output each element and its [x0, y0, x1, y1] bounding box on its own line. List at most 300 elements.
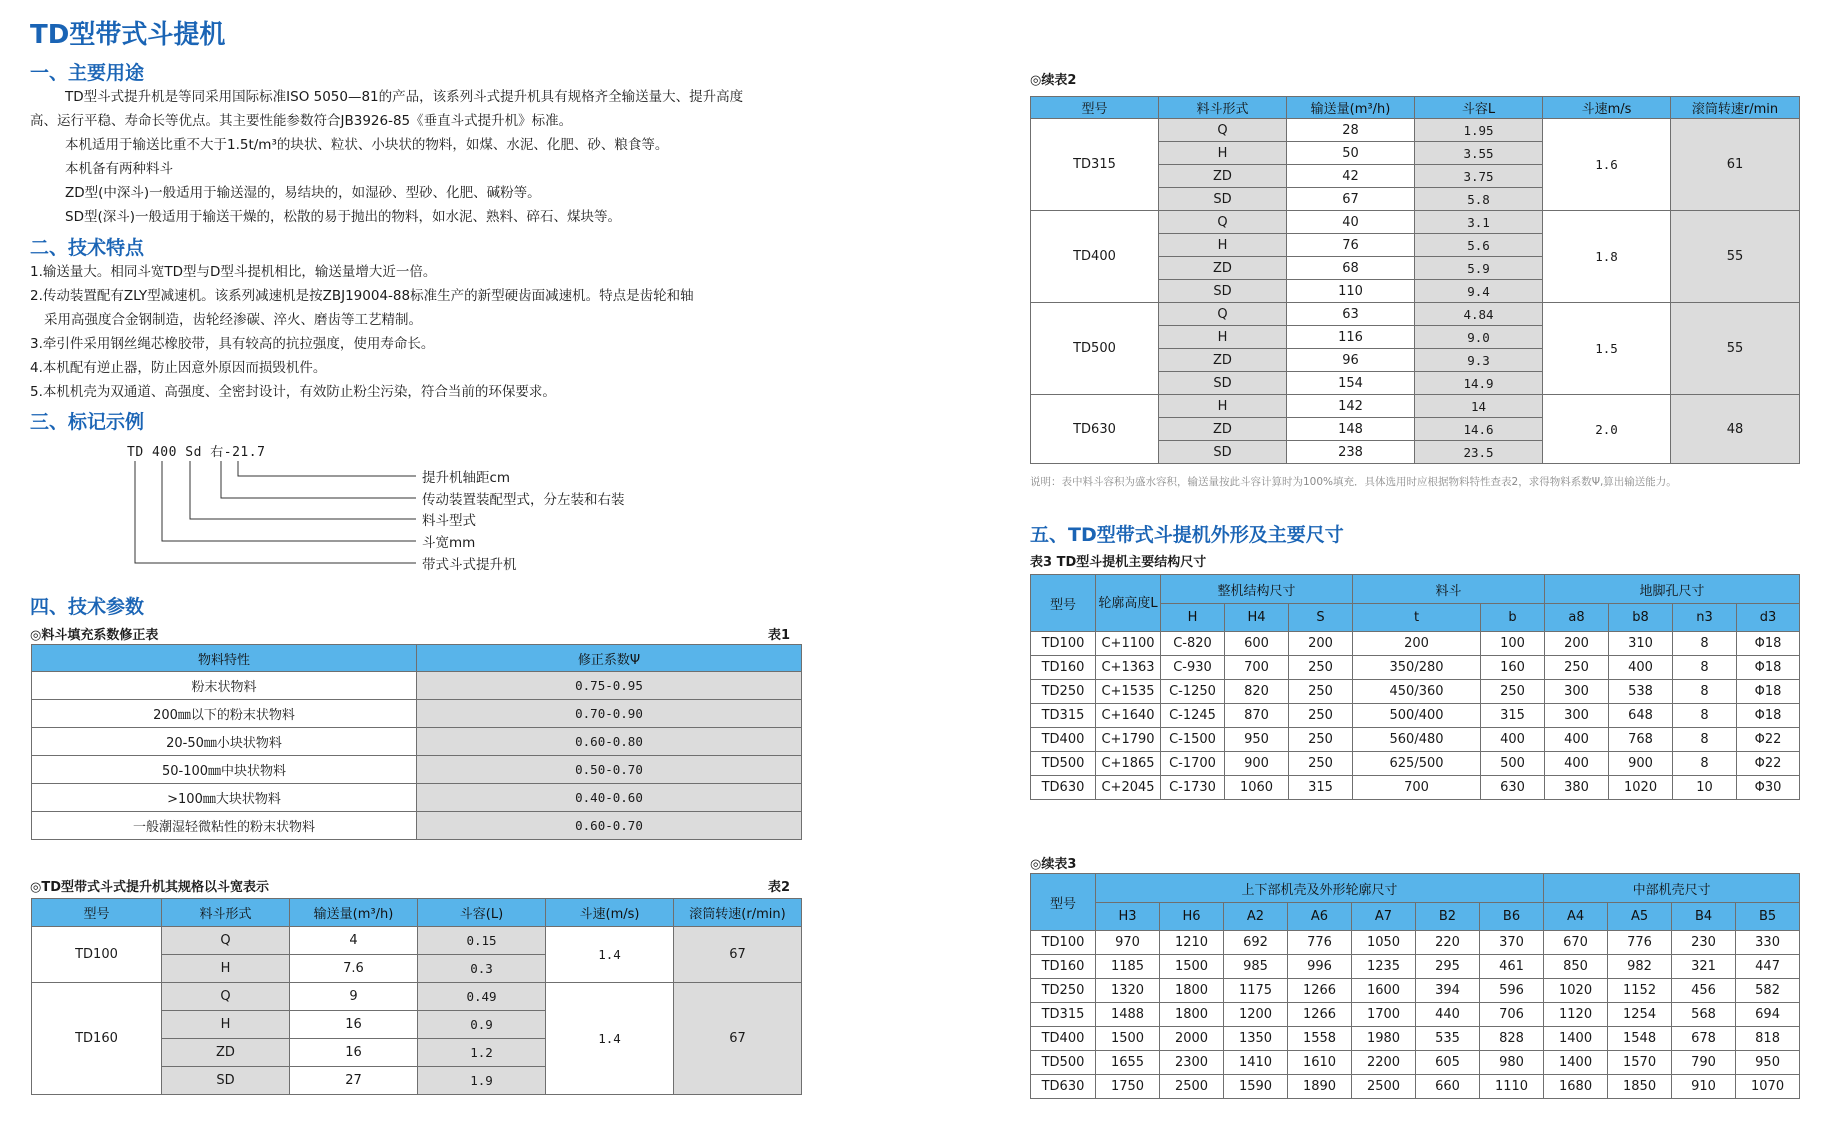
table3b-cell: 790 — [1672, 1051, 1736, 1075]
table3-cell: 768 — [1609, 728, 1673, 752]
table3-cell: 160 — [1481, 656, 1545, 680]
table3b-cell: 456 — [1672, 979, 1736, 1003]
table3b-subheader: B2 — [1416, 903, 1480, 931]
table2-cell: SD — [162, 1067, 290, 1095]
table3b-cell: 1800 — [1160, 979, 1224, 1003]
table3-cell: 10 — [1673, 776, 1737, 800]
table2b-header: 型号 — [1031, 97, 1159, 119]
table3-header-bucket: 料斗 — [1353, 575, 1545, 604]
table3b-subheader: B4 — [1672, 903, 1736, 931]
table2-cell: Q — [162, 983, 290, 1011]
table2-rpm: 67 — [674, 927, 802, 983]
table3b-cell: 670 — [1544, 931, 1608, 955]
table3-subheader: d3 — [1737, 604, 1800, 632]
table3b-cell: 950 — [1736, 1051, 1800, 1075]
table3-cell: 8 — [1673, 704, 1737, 728]
table1-cell: 0.50-0.70 — [417, 756, 802, 784]
table3b-row — [1031, 931, 1800, 955]
table3b-cell: 321 — [1672, 955, 1736, 979]
table2b-rpm: 48 — [1671, 395, 1800, 464]
table2b-cell: 3.55 — [1415, 142, 1543, 165]
table3b-cell: 2500 — [1160, 1075, 1224, 1099]
table3-cell: 315 — [1289, 776, 1353, 800]
table3-body — [1031, 632, 1800, 800]
table3b-cell: 706 — [1480, 1003, 1544, 1027]
table2b-model: TD400 — [1031, 211, 1159, 303]
table2-cell: 0.3 — [418, 955, 546, 983]
table3b-row — [1031, 1051, 1800, 1075]
table3-cell: C+1535 — [1096, 680, 1161, 704]
table2b-cell: SD — [1159, 280, 1287, 303]
table3-cell: Φ30 — [1737, 776, 1800, 800]
table2-model: TD160 — [32, 983, 162, 1095]
table2b-cell: 76 — [1287, 234, 1415, 257]
table3b-cell: 330 — [1736, 931, 1800, 955]
table2b-cell: SD — [1159, 441, 1287, 464]
table3b-cell: 2300 — [1160, 1051, 1224, 1075]
table3-cell: 8 — [1673, 680, 1737, 704]
table2-header: 输送量(m³/h) — [290, 899, 418, 927]
table2-rpm: 67 — [674, 983, 802, 1095]
table3b-cell: 461 — [1480, 955, 1544, 979]
table3-cell: 250 — [1289, 680, 1353, 704]
table2b-cell: 67 — [1287, 188, 1415, 211]
table3-cell: C-1730 — [1161, 776, 1225, 800]
table3-cell: C-1250 — [1161, 680, 1225, 704]
table3b-cell: 447 — [1736, 955, 1800, 979]
table3b-cell: 1500 — [1096, 1027, 1160, 1051]
table2b-cell: 14.9 — [1415, 372, 1543, 395]
table2b-cell: 9.4 — [1415, 280, 1543, 303]
table3-cell: 100 — [1481, 632, 1545, 656]
table3-cell: 200 — [1545, 632, 1609, 656]
table3-cell: 315 — [1481, 704, 1545, 728]
table3b-cell: 828 — [1480, 1027, 1544, 1051]
table2b-header: 斗容L — [1415, 97, 1543, 119]
table2-header: 斗速(m/s) — [546, 899, 674, 927]
table2-cell: 7.6 — [290, 955, 418, 983]
table3-cell: 700 — [1353, 776, 1481, 800]
table3b-cell: 568 — [1672, 1003, 1736, 1027]
table3-model: TD315 — [1031, 704, 1096, 728]
table3-cell: 250 — [1545, 656, 1609, 680]
table1-cell: >100㎜大块状物料 — [32, 784, 417, 812]
table3-subheader: H4 — [1225, 604, 1289, 632]
table3-model: TD250 — [1031, 680, 1096, 704]
table3b-cell: 1410 — [1224, 1051, 1288, 1075]
table2b-speed: 1.8 — [1543, 211, 1671, 303]
table2b-cell: 40 — [1287, 211, 1415, 234]
fill-factor-table — [31, 644, 802, 840]
table3-header-model: 型号 — [1031, 575, 1096, 632]
table3b-cell: 440 — [1416, 1003, 1480, 1027]
feature-line: 1.输送量大。相同斗宽TD型与D型斗提机相比，输送量增大近一倍。 — [30, 264, 437, 280]
table3-cell: Φ22 — [1737, 752, 1800, 776]
table2b-cell: 3.75 — [1415, 165, 1543, 188]
table3b-cell: 1890 — [1288, 1075, 1352, 1099]
table3b-cell: 1050 — [1352, 931, 1416, 955]
table3-cell: C-820 — [1161, 632, 1225, 656]
table3-cell: 648 — [1609, 704, 1673, 728]
table3-cell: C+1363 — [1096, 656, 1161, 680]
feature-line: 4.本机配有逆止器，防止因意外原因而损毁机件。 — [30, 360, 327, 376]
table3b-cell: 1266 — [1288, 979, 1352, 1003]
table2b-cell: 9.0 — [1415, 326, 1543, 349]
table1-caption: ◎料斗填充系数修正表 — [30, 628, 159, 643]
table2-tag: 表2 — [768, 880, 791, 895]
table3b-cell: 1400 — [1544, 1051, 1608, 1075]
table3b-cell: 1266 — [1288, 1003, 1352, 1027]
table1-cell: 0.70-0.90 — [417, 700, 802, 728]
table3-model: TD160 — [1031, 656, 1096, 680]
table2-cell: 0.15 — [418, 927, 546, 955]
table3b-cell: 2500 — [1352, 1075, 1416, 1099]
table2b-model: TD315 — [1031, 119, 1159, 211]
table3b-cell: 596 — [1480, 979, 1544, 1003]
table2-speed: 1.4 — [546, 983, 674, 1095]
table3-cell: 820 — [1225, 680, 1289, 704]
table3b-cell: 1152 — [1608, 979, 1672, 1003]
table3b-cell: 2200 — [1352, 1051, 1416, 1075]
table3b-cell: 1800 — [1160, 1003, 1224, 1027]
table3-cell: C-930 — [1161, 656, 1225, 680]
table2b-cell: SD — [1159, 188, 1287, 211]
table3b-model: TD100 — [1031, 931, 1096, 955]
table2-cell: H — [162, 955, 290, 983]
usage-line: 本机备有两种料斗 — [65, 161, 173, 177]
table2b-header: 料斗形式 — [1159, 97, 1287, 119]
table3-subheader: H — [1161, 604, 1225, 632]
table3-cell: C+1640 — [1096, 704, 1161, 728]
table3b-cell: 582 — [1736, 979, 1800, 1003]
table2b-speed: 2.0 — [1543, 395, 1671, 464]
table3-subheader: t — [1353, 604, 1481, 632]
table3-cell: 250 — [1289, 656, 1353, 680]
table3b-cell: 910 — [1672, 1075, 1736, 1099]
table2b-cell: Q — [1159, 211, 1287, 234]
table3b-cell: 678 — [1672, 1027, 1736, 1051]
table3-cell: 250 — [1289, 752, 1353, 776]
table2-cell: 27 — [290, 1067, 418, 1095]
table3-cell: 400 — [1545, 752, 1609, 776]
table3b-cell: 1235 — [1352, 955, 1416, 979]
table3b-subheader: A4 — [1544, 903, 1608, 931]
table2b-speed: 1.5 — [1543, 303, 1671, 395]
table1-cell: 50-100㎜中块状物料 — [32, 756, 417, 784]
table2-cell: ZD — [162, 1039, 290, 1067]
table2b-cell: Q — [1159, 119, 1287, 142]
table1-cell: 0.75-0.95 — [417, 672, 802, 700]
table2-cell: 9 — [290, 983, 418, 1011]
table3b-cell: 1400 — [1544, 1027, 1608, 1051]
table3b-cell: 1548 — [1608, 1027, 1672, 1051]
marking-label-bucket-type: 料斗型式 — [422, 513, 476, 529]
marking-label-width: 斗宽mm — [422, 535, 476, 551]
table2b-cell: 63 — [1287, 303, 1415, 326]
table2b-cell: 14 — [1415, 395, 1543, 418]
table3-cell: 900 — [1609, 752, 1673, 776]
table2-header: 料斗形式 — [162, 899, 290, 927]
table3b-cell: 818 — [1736, 1027, 1800, 1051]
table3b-cell: 1570 — [1608, 1051, 1672, 1075]
table3b-body — [1031, 931, 1800, 1099]
table3-cell: Φ18 — [1737, 704, 1800, 728]
table3b-cell: 1610 — [1288, 1051, 1352, 1075]
table2b-header: 滚筒转速r/min — [1671, 97, 1800, 119]
usage-line: 高、运行平稳、寿命长等优点。其主要性能参数符合JB3926-85《垂直斗式提升机》标准。 — [30, 113, 573, 129]
section-heading-features: 二、技术特点 — [30, 237, 145, 259]
table3-cell: 560/480 — [1353, 728, 1481, 752]
section-heading-params: 四、技术参数 — [30, 596, 145, 618]
table3-cell: 300 — [1545, 680, 1609, 704]
page-title: TD型带式斗提机 — [30, 20, 226, 50]
table2b-rpm: 55 — [1671, 211, 1800, 303]
table3-cell: 500/400 — [1353, 704, 1481, 728]
table3b-caption: ◎续表3 — [1030, 857, 1077, 872]
table3b-cell: 1500 — [1160, 955, 1224, 979]
table3b-row — [1031, 1075, 1800, 1099]
table2b-cell: H — [1159, 142, 1287, 165]
table3-caption: 表3 TD型斗提机主要结构尺寸 — [1030, 555, 1207, 570]
table2b-cell: 5.9 — [1415, 257, 1543, 280]
table3-cell: C+1100 — [1096, 632, 1161, 656]
usage-line: TD型斗式提升机是等同采用国际标准ISO 5050—81的产品，该系列斗式提升机具有规格齐全输送量大、提升高度 — [65, 89, 744, 105]
table3b-header-model: 型号 — [1031, 874, 1096, 931]
table2-cell: 4 — [290, 927, 418, 955]
table3-model: TD100 — [1031, 632, 1096, 656]
table2b-cell: ZD — [1159, 165, 1287, 188]
table3-cell: C+1865 — [1096, 752, 1161, 776]
table2b-cell: ZD — [1159, 418, 1287, 441]
table3-row — [1031, 632, 1800, 656]
table1-header: 修正系数Ψ — [417, 645, 802, 672]
table3b-model: TD250 — [1031, 979, 1096, 1003]
marking-label-drive: 传动装置装配型式，分左装和右装 — [422, 492, 625, 508]
feature-line: 采用高强度合金钢制造，齿轮经渗碳、淬火、磨齿等工艺精制。 — [44, 312, 422, 328]
table3-cell: 625/500 — [1353, 752, 1481, 776]
table3-cell: Φ22 — [1737, 728, 1800, 752]
table2b-cell: 96 — [1287, 349, 1415, 372]
table2b-cell: 9.3 — [1415, 349, 1543, 372]
table3-cell: C-1245 — [1161, 704, 1225, 728]
feature-line: 2.传动装置配有ZLY型减速机。该系列减速机是按ZBJ19004-88标准生产的新型硬齿面减速机。特点是齿轮和轴 — [30, 288, 694, 304]
table3b-subheader: A7 — [1352, 903, 1416, 931]
table2-cell: 0.9 — [418, 1011, 546, 1039]
table3b-cell: 1350 — [1224, 1027, 1288, 1051]
table2-cell: 1.9 — [418, 1067, 546, 1095]
table3-cell: 500 — [1481, 752, 1545, 776]
table3b-cell: 535 — [1416, 1027, 1480, 1051]
table3-row — [1031, 656, 1800, 680]
table3b-cell: 1175 — [1224, 979, 1288, 1003]
table3-model: TD400 — [1031, 728, 1096, 752]
housing-dimensions-table — [1030, 873, 1800, 1099]
table2b-cell: SD — [1159, 372, 1287, 395]
table3b-cell: 996 — [1288, 955, 1352, 979]
table1-tag: 表1 — [768, 628, 791, 643]
table3-cell: Φ18 — [1737, 632, 1800, 656]
structure-dimensions-table — [1030, 574, 1800, 800]
table2b-cell: 28 — [1287, 119, 1415, 142]
table3b-cell: 980 — [1480, 1051, 1544, 1075]
table3b-subheader: H6 — [1160, 903, 1224, 931]
table3b-row — [1031, 1003, 1800, 1027]
table3b-subheader: A5 — [1608, 903, 1672, 931]
table3-cell: 380 — [1545, 776, 1609, 800]
table3-cell: 400 — [1545, 728, 1609, 752]
table3b-cell: 776 — [1288, 931, 1352, 955]
table2-cell: 0.49 — [418, 983, 546, 1011]
table3b-cell: 1700 — [1352, 1003, 1416, 1027]
table3-row — [1031, 704, 1800, 728]
table2b-speed: 1.6 — [1543, 119, 1671, 211]
table2b-cell: 42 — [1287, 165, 1415, 188]
table3b-cell: 985 — [1224, 955, 1288, 979]
table3b-model: TD400 — [1031, 1027, 1096, 1051]
table1-cell: 粉末状物料 — [32, 672, 417, 700]
table3b-model: TD315 — [1031, 1003, 1096, 1027]
table3-cell: Φ18 — [1737, 656, 1800, 680]
table2b-cell: 1.95 — [1415, 119, 1543, 142]
table3b-cell: 1070 — [1736, 1075, 1800, 1099]
table3-row — [1031, 728, 1800, 752]
usage-line: ZD型(中深斗)一般适用于输送湿的，易结块的，如湿砂、型砂、化肥、碱粉等。 — [65, 185, 541, 201]
table3-subheader: a8 — [1545, 604, 1609, 632]
marking-label-type: 带式斗式提升机 — [422, 557, 517, 573]
table3b-row — [1031, 1027, 1800, 1051]
table3b-cell: 1200 — [1224, 1003, 1288, 1027]
table3b-cell: 850 — [1544, 955, 1608, 979]
table2-header: 型号 — [32, 899, 162, 927]
table3b-cell: 1110 — [1480, 1075, 1544, 1099]
table1-header: 物料特性 — [32, 645, 417, 672]
table2b-rpm: 61 — [1671, 119, 1800, 211]
table3-cell: C+2045 — [1096, 776, 1161, 800]
table3b-row — [1031, 979, 1800, 1003]
table3-cell: 250 — [1289, 728, 1353, 752]
table2b-cell: ZD — [1159, 349, 1287, 372]
table3-model: TD500 — [1031, 752, 1096, 776]
table3b-cell: 2000 — [1160, 1027, 1224, 1051]
table3b-cell: 694 — [1736, 1003, 1800, 1027]
table3b-cell: 1980 — [1352, 1027, 1416, 1051]
table3b-cell: 1600 — [1352, 979, 1416, 1003]
table1-cell: 0.60-0.80 — [417, 728, 802, 756]
table3-cell: C+1790 — [1096, 728, 1161, 752]
marking-label-axis: 提升机轴距cm — [422, 470, 511, 486]
table2b-cell: H — [1159, 326, 1287, 349]
table3b-cell: 1488 — [1096, 1003, 1160, 1027]
table3b-cell: 1750 — [1096, 1075, 1160, 1099]
table3b-subheader: A6 — [1288, 903, 1352, 931]
table3b-cell: 660 — [1416, 1075, 1480, 1099]
feature-line: 3.牵引件采用钢丝绳芯橡胶带，具有较高的抗拉强度，使用寿命长。 — [30, 336, 435, 352]
table3-cell: 350/280 — [1353, 656, 1481, 680]
table2b-cell: Q — [1159, 303, 1287, 326]
table2b-cell: 14.6 — [1415, 418, 1543, 441]
table3b-cell: 1680 — [1544, 1075, 1608, 1099]
marking-code: TD 400 Sd 右-21.7 — [127, 445, 266, 460]
table3-header-anchor: 地脚孔尺寸 — [1545, 575, 1800, 604]
table3-cell: 900 — [1225, 752, 1289, 776]
table3-subheader: b — [1481, 604, 1545, 632]
table3b-cell: 1210 — [1160, 931, 1224, 955]
table3-cell: 950 — [1225, 728, 1289, 752]
table3-cell: 630 — [1481, 776, 1545, 800]
table3-cell: 400 — [1609, 656, 1673, 680]
table3b-model: TD630 — [1031, 1075, 1096, 1099]
table2b-cell: 142 — [1287, 395, 1415, 418]
table3b-subheader: H3 — [1096, 903, 1160, 931]
table3-subheader: S — [1289, 604, 1353, 632]
table3b-cell: 1185 — [1096, 955, 1160, 979]
table2b-cell: 50 — [1287, 142, 1415, 165]
table3b-subheader: A2 — [1224, 903, 1288, 931]
table3-subheader: n3 — [1673, 604, 1737, 632]
table1-cell: 200㎜以下的粉末状物料 — [32, 700, 417, 728]
usage-line: 本机适用于输送比重不大于1.5t/m³的块状、粒状、小块状的物料，如煤、水泥、化肥、砂、粮食等。 — [65, 137, 669, 153]
spec-table-2 — [31, 898, 802, 1095]
table3-cell: 870 — [1225, 704, 1289, 728]
table2b-cell: ZD — [1159, 257, 1287, 280]
table3b-cell: 1120 — [1544, 1003, 1608, 1027]
table3-cell: 200 — [1353, 632, 1481, 656]
spec-table-2-continued — [1030, 96, 1800, 464]
table2b-cell: 116 — [1287, 326, 1415, 349]
table2b-cell: H — [1159, 234, 1287, 257]
table3b-subheader: B6 — [1480, 903, 1544, 931]
table2b-cell: H — [1159, 395, 1287, 418]
table3-cell: C-1500 — [1161, 728, 1225, 752]
table2-cell: 16 — [290, 1011, 418, 1039]
table2-cell: 1.2 — [418, 1039, 546, 1067]
section-heading-usage: 一、主要用途 — [30, 62, 145, 84]
table3-model: TD630 — [1031, 776, 1096, 800]
table3-cell: 1020 — [1609, 776, 1673, 800]
table3b-cell: 230 — [1672, 931, 1736, 955]
table3b-cell: 1558 — [1288, 1027, 1352, 1051]
table2b-cell: 148 — [1287, 418, 1415, 441]
table2b-cell: 68 — [1287, 257, 1415, 280]
table2b-model: TD500 — [1031, 303, 1159, 395]
table3b-subheader: B5 — [1736, 903, 1800, 931]
table3b-cell: 982 — [1608, 955, 1672, 979]
table3b-cell: 1020 — [1544, 979, 1608, 1003]
table3-cell: 700 — [1225, 656, 1289, 680]
table2b-rpm: 55 — [1671, 303, 1800, 395]
table3b-cell: 394 — [1416, 979, 1480, 1003]
table3-row — [1031, 776, 1800, 800]
table2b-cell: 23.5 — [1415, 441, 1543, 464]
table3b-cell: 295 — [1416, 955, 1480, 979]
table3b-model: TD500 — [1031, 1051, 1096, 1075]
table2b-cell: 5.8 — [1415, 188, 1543, 211]
table1-cell: 一般潮湿轻微粘性的粉末状物料 — [32, 812, 417, 840]
section-heading-marking: 三、标记示例 — [30, 411, 145, 433]
table3-cell: 250 — [1289, 704, 1353, 728]
table3-header-outline: 轮廓高度L — [1096, 575, 1161, 632]
table3b-header-outer: 上下部机壳及外形轮廓尺寸 — [1096, 874, 1544, 903]
table3-cell: Φ18 — [1737, 680, 1800, 704]
table1-cell: 20-50㎜小块状物料 — [32, 728, 417, 756]
table3-cell: 310 — [1609, 632, 1673, 656]
feature-line: 5.本机机壳为双通道、高强度、全密封设计，有效防止粉尘污染，符合当前的环保要求。 — [30, 384, 556, 400]
table2b-caption: ◎续表2 — [1030, 73, 1077, 88]
table2-speed: 1.4 — [546, 927, 674, 983]
table3-row — [1031, 752, 1800, 776]
table3b-cell: 370 — [1480, 931, 1544, 955]
table3-cell: 200 — [1289, 632, 1353, 656]
